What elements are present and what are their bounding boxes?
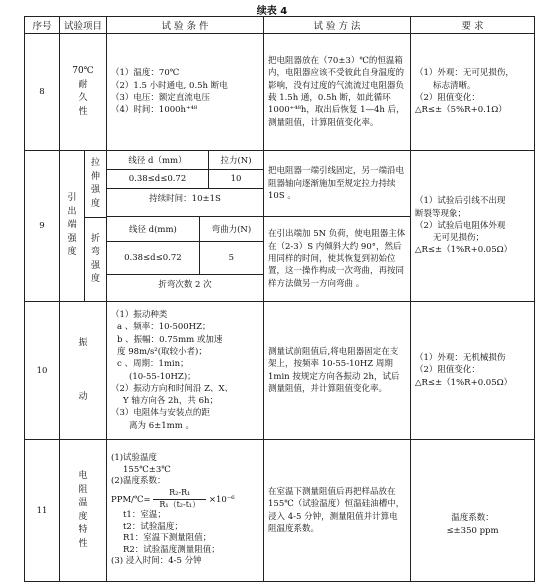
- row-number: 11: [25, 440, 60, 582]
- test-method: 测量试前阻值后,将电阻器固定在支架上，按频率 10-55-10HZ 周期 1min 按规定方向各振动 2h，试后测量阻值，并计算阻值变化率。: [264, 302, 411, 440]
- table-row: [25, 151, 535, 217]
- header-row: [25, 17, 535, 34]
- test-item: 振 动: [60, 302, 107, 440]
- test-requirement: 温度系数： ≤±350 ppm: [411, 440, 535, 582]
- header-conditions: 试 验 条 件: [107, 17, 264, 34]
- table-title: 续表 4: [256, 6, 288, 17]
- test-table: [24, 16, 535, 582]
- row-number: 9: [25, 151, 60, 302]
- temp-coefficient-formula: PPM/℃= $\frac{\text{R₂-R₁}}{\text{R₁（t₂-t₁）}}$ ×10⁻⁶: [111, 487, 235, 509]
- tensile-method: 把电阻器一端引线固定，另一端沿电阻器轴向逐渐施加至规定拉力持续 10S 。: [264, 151, 411, 217]
- bending-method: 在引出端加 5N 负荷，使电阻器主体在（2-3）S 内倾斜大约 90°，然后用同样的时间，使其恢复到初始位置，这一操作构成一次弯曲，再按同样方法做另一方向弯曲 。: [264, 217, 411, 302]
- tensile-conditions: 线径 d（mm） 拉力(N) 0.38≤d≤0.72 10 持续时间：10±1S: [107, 151, 264, 217]
- row-number: 8: [25, 34, 60, 151]
- tensile-label: 拉 伸 强 度: [85, 151, 106, 218]
- header-item: 试验项目: [60, 17, 107, 34]
- table-row: [25, 302, 535, 440]
- table-row: [25, 34, 535, 151]
- test-requirement: （1）外观：无可见损伤， 标志清晰。 （2）阻值变化： △R≤±（5%R+0.1Ω）: [411, 34, 535, 151]
- test-conditions: （1）温度：70℃ （2）1.5 小时通电, 0.5h 断电 （3）电压：额定直流电压 （4）时间：1000h⁺⁴⁸: [107, 34, 264, 151]
- test-item: 70℃ 耐 久 性: [60, 34, 107, 151]
- header-requirement: 要 求: [411, 17, 535, 34]
- bending-label: 折 弯 强 度: [90, 233, 100, 284]
- table-row: [25, 440, 535, 582]
- test-requirement: （1）试验后引线不出现 断裂等现象； （2）试验后电阻体外观 无可见损伤； △R≤±（1%R+0.05Ω）: [411, 151, 535, 302]
- test-item: 引 出 端 强 度 拉 伸 强 度 折 弯 强 度: [60, 151, 107, 302]
- test-method: 把电阻器放在（70±3）℃的恒温箱内，电阻器应该不受彼此自身温度的影响，没有过度的气流流过电阻器负载 1.5h 通，0.5h 断，如此循环 1000⁺⁴⁸h，取出后恢复 1—4h 后，测量阻值，计算阻值变化率。: [264, 34, 411, 151]
- test-method: 在室温下测量阻值后再把样品放在 155℃（试验温度）恒温硅油槽中，浸入 4-5 分钟，测量阻值并计算电阻温度系数。: [264, 440, 411, 582]
- header-method: 试 验 方 法: [264, 17, 411, 34]
- bending-conditions: 线径 d(mm) 弯曲力(N) 0.38≤d≤0.72 5 折弯次数 2 次: [107, 217, 264, 302]
- test-conditions: (1)试验温度 155℃±3℃ (2)温度系数： PPM/℃= $\frac{\text{R₂-R₁}}{\text{R₁（t₂-t₁）}}$ ×10⁻⁶ t1：室温； t2：试验温度； R1：室温下测量阻值； R2：试验温度测量阻值； (3) 浸入时间：4-5 分钟: [107, 440, 264, 582]
- row-number: 10: [25, 302, 60, 440]
- test-conditions: （1）振动种类 a 、频率：10-500HZ； b 、振幅：0.75mm 或加速 度 98m/s²(取较小者)； c 、周期：1min； (10-55-10HZ)； （2）振动方向和时间沿 Z、X、 Y 轴方向各 2h，共 6h； （3）电阻体与安装点的距 离为 6±1mm 。: [107, 302, 264, 440]
- test-item: 电 阻 温 度 特 性: [60, 440, 107, 582]
- test-requirement: （1）外观：无机械损伤 （2）阻值变化： △R≤±（1%R+0.05Ω）: [411, 302, 535, 440]
- header-no: 序号: [25, 17, 60, 34]
